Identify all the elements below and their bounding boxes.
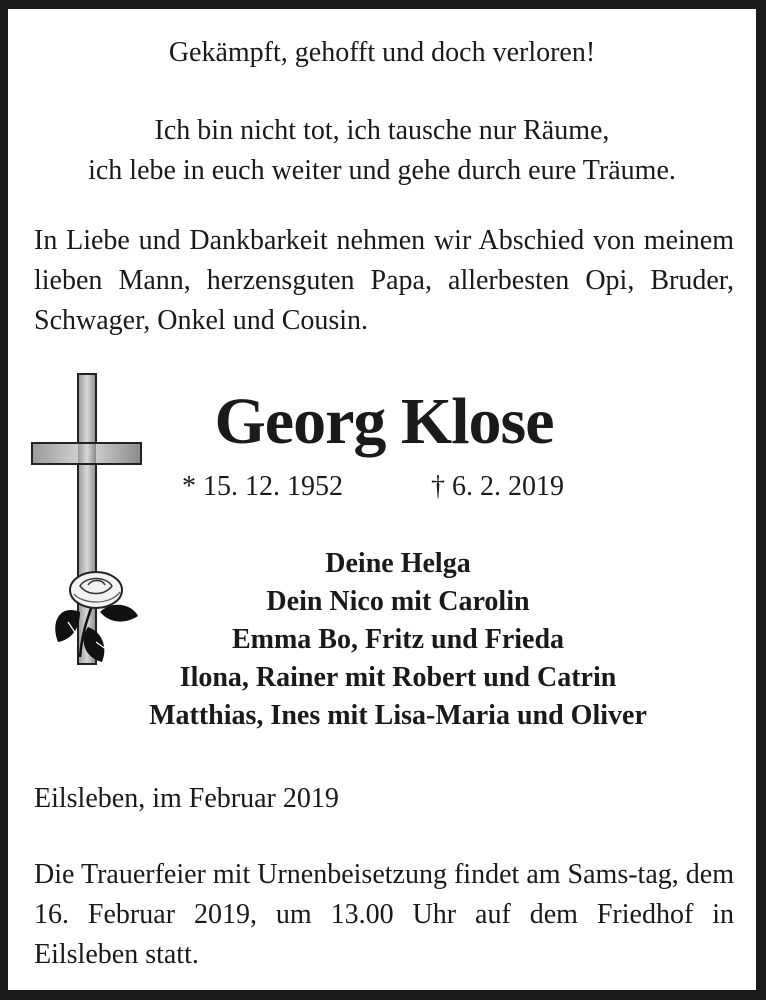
- funeral-info: Die Trauerfeier mit Urnenbeisetzung findet am Sams-tag, dem 16. Februar 2019, um 13.00 Uhr auf dem Friedhof in Eilsleben statt.: [34, 859, 734, 970]
- obituary-notice: [8, 9, 756, 990]
- poem-line-2: ich lebe in euch weiter und gehe durch eure Träume.: [88, 155, 676, 186]
- mourner-line: Matthias, Ines mit Lisa-Maria und Oliver: [149, 700, 647, 731]
- mourner-line: Ilona, Rainer mit Robert und Catrin: [179, 662, 617, 693]
- place-date: Eilsleben, im Februar 2019: [34, 783, 339, 814]
- mourners-list: [48, 545, 748, 735]
- motto: Gekämpft, gehofft und doch verloren!: [168, 37, 596, 68]
- birth-date: * 15. 12. 1952: [182, 471, 343, 502]
- poem-line-1: Ich bin nicht tot, ich tausche nur Räume,: [154, 115, 610, 146]
- mourner-line: Dein Nico mit Carolin: [266, 586, 530, 617]
- death-date: † 6. 2. 2019: [431, 471, 564, 502]
- intro-text: In Liebe und Dankbarkeit nehmen wir Abschied von meinem lieben Mann, herzensguten Papa, allerbesten Opi, Bruder, Schwager, Onkel und Cousin.: [34, 225, 734, 336]
- mourner-line: Deine Helga: [325, 548, 471, 579]
- deceased-name: Georg Klose: [214, 385, 554, 458]
- mourner-line: Emma Bo, Fritz und Frieda: [231, 624, 565, 655]
